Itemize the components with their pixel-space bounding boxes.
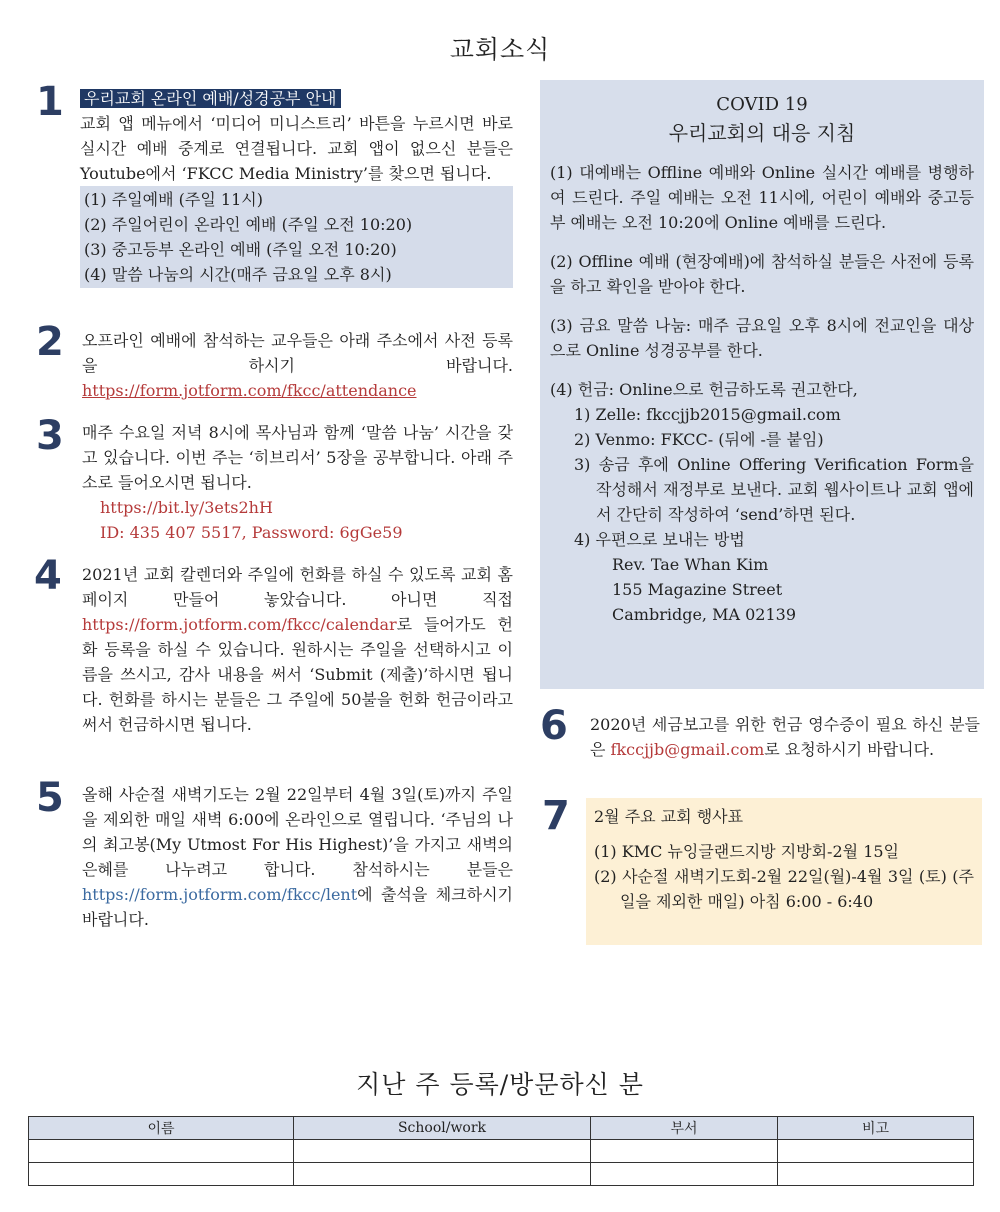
registration-table [28, 1116, 974, 1186]
item-1-heading: 우리교회 온라인 예배/성경공부 안내 [80, 89, 341, 108]
table-header-row [29, 1117, 974, 1140]
item-3-body: 매주 수요일 저녁 8시에 목사님과 함께 ‘말씀 나눔’ 시간을 갖고 있습니다. 이번 주는 ‘히브리서’ 5장을 공부합니다. 아래 주소로 들어오시면 됩니다. [82, 423, 513, 492]
covid-paragraph-4: (4) 헌금: Online으로 헌금하도록 권고한다, [550, 380, 858, 399]
item-number-4: 4 [34, 553, 62, 599]
email-link[interactable]: fkccjjb@gmail.com [610, 740, 765, 759]
list-item: 4) 우편으로 보내는 방법 [574, 530, 745, 549]
item-2 [82, 328, 513, 403]
list-item: (4) 말씀 나눔의 시간(매주 금요일 오후 8시) [84, 265, 392, 284]
item-number-7: 7 [542, 793, 570, 839]
table-cell[interactable] [778, 1140, 974, 1163]
column-header: 부서 [591, 1117, 778, 1140]
table-cell[interactable] [591, 1163, 778, 1186]
covid-title: COVID 19 [716, 94, 808, 115]
item-4 [82, 562, 513, 737]
item-1 [80, 86, 513, 288]
mailing-address-line: Rev. Tae Whan Kim [612, 555, 769, 574]
table-cell[interactable] [29, 1163, 294, 1186]
table-cell[interactable] [29, 1140, 294, 1163]
covid-guidelines-box [540, 80, 984, 689]
item-2-body: 오프라인 예배에 참석하는 교우들은 아래 주소에서 사전 등록을 하시기 바랍니다. [82, 331, 513, 375]
covid-paragraph-1: (1) 대예배는 Offline 예배와 Online 실시간 예배를 병행하여 드린다. 주일 예배는 오전 11시에, 어린이 예배와 중고등부 예배는 오전 10:20에 Online 예배를 드린다. [550, 163, 974, 232]
item-1-body: 교회 앱 메뉴에서 ‘미디어 미니스트리’ 바튼을 누르시면 바로 실시간 예배 중계로 연결됩니다. 교회 앱이 없으신 분들은 Youtube에서 ‘FKCC Media Ministry’를 찾으면 됩니다. [80, 114, 513, 183]
item-4-body: 2021년 교회 칼렌더와 주일에 헌화를 하실 수 있도록 교회 홈페이지 만들어 놓았습니다. 아니면 직접 [82, 565, 513, 609]
item-5-body-cont: 에 출석을 체크하시기 바랍니다. [82, 885, 513, 929]
list-item: (1) 주일예배 (주일 11시) [84, 190, 263, 209]
item-1-schedule-list [80, 186, 513, 288]
covid-paragraph-2: (2) Offline 예배 (현장예배)에 참석하실 분들은 사전에 등록을 하고 확인을 받아야 한다. [550, 252, 974, 296]
item-number-6: 6 [540, 703, 568, 749]
table-cell[interactable] [294, 1140, 591, 1163]
meeting-id: ID: 435 407 5517, Password: 6gGe59 [100, 523, 403, 542]
table-row [29, 1140, 974, 1163]
table-row [29, 1163, 974, 1186]
item-6-body-cont: 로 요청하시기 바랍니다. [764, 740, 935, 759]
list-item: (3) 중고등부 온라인 예배 (주일 오전 10:20) [84, 240, 397, 259]
attendance-link[interactable]: https://form.jotform.com/fkcc/attendance [82, 381, 417, 400]
bible-study-link[interactable]: https://bit.ly/3ets2hH [100, 498, 273, 517]
covid-subtitle: 우리교회의 대응 지침 [668, 121, 856, 145]
registration-title: 지난 주 등록/방문하신 분 [356, 1070, 644, 1099]
item-number-3: 3 [36, 413, 64, 459]
column-header: 비고 [778, 1117, 974, 1140]
mailing-address-line: 155 Magazine Street [612, 580, 783, 599]
item-6-body: 2020년 세금보고를 위한 헌금 영수증이 필요 하신 분들은 [590, 715, 980, 759]
column-header: 이름 [29, 1117, 294, 1140]
list-item: (2) 사순절 새벽기도회-2월 22일(월)-4월 3일 (토) (주일을 제외한 매일) 아침 6:00 - 6:40 [594, 867, 974, 911]
list-item: 1) Zelle: fkccjjb2015@gmail.com [574, 405, 841, 424]
mailing-address-line: Cambridge, MA 02139 [612, 605, 797, 624]
item-3 [82, 420, 513, 545]
item-5 [82, 782, 513, 932]
list-item: (2) 주일어린이 온라인 예배 (주일 오전 10:20) [84, 215, 413, 234]
table-cell[interactable] [778, 1163, 974, 1186]
lent-link[interactable]: https://form.jotform.com/fkcc/lent [82, 885, 358, 904]
calendar-link[interactable]: https://form.jotform.com/fkcc/calendar [82, 615, 397, 634]
column-header: School/work [294, 1117, 591, 1140]
list-item: 3) 송금 후에 Online Offering Verification Form을 작성해서 재정부로 보낸다. 교회 웹사이트나 교회 앱에서 간단히 작성하여 ‘send’하면 된다. [574, 455, 974, 524]
item-number-1: 1 [36, 79, 64, 125]
item-6 [590, 712, 980, 762]
item-number-5: 5 [36, 775, 64, 821]
page-title: 교회소식 [449, 35, 551, 64]
covid-paragraph-3: (3) 금요 말씀 나눔: 매주 금요일 오후 8시에 전교인을 대상으로 Online 성경공부를 한다. [550, 316, 974, 360]
item-5-body: 올해 사순절 새벽기도는 2월 22일부터 4월 3일(토)까지 주일을 제외한 매일 새벽 6:00에 온라인으로 열립니다. ‘주님의 나의 최고봉(My Utmost For His Highest)’을 가지고 새벽의 은혜를 나누려고 합니다. 참석하시는 분들은 [82, 785, 513, 879]
events-title: 2월 주요 교회 행사표 [594, 807, 744, 826]
table-cell[interactable] [591, 1140, 778, 1163]
item-4-body-cont: 로 들어가도 헌화 등록을 하실 수 있습니다. 원하시는 주일을 선택하시고 이름을 쓰시고, 감사 내용을 써서 ‘Submit (제출)’하시면 됩니다. 헌화를 하시는 분들은 그 주일에 50불을 헌화 헌금이라고 써서 헌금하시면 됩니다. [82, 615, 513, 734]
table-cell[interactable] [294, 1163, 591, 1186]
list-item: (1) KMC 뉴잉글랜드지방 지방회-2월 15일 [594, 842, 900, 861]
list-item: 2) Venmo: FKCC- (뒤에 -를 붙임) [574, 430, 824, 449]
events-box [586, 798, 982, 945]
item-number-2: 2 [36, 319, 64, 365]
